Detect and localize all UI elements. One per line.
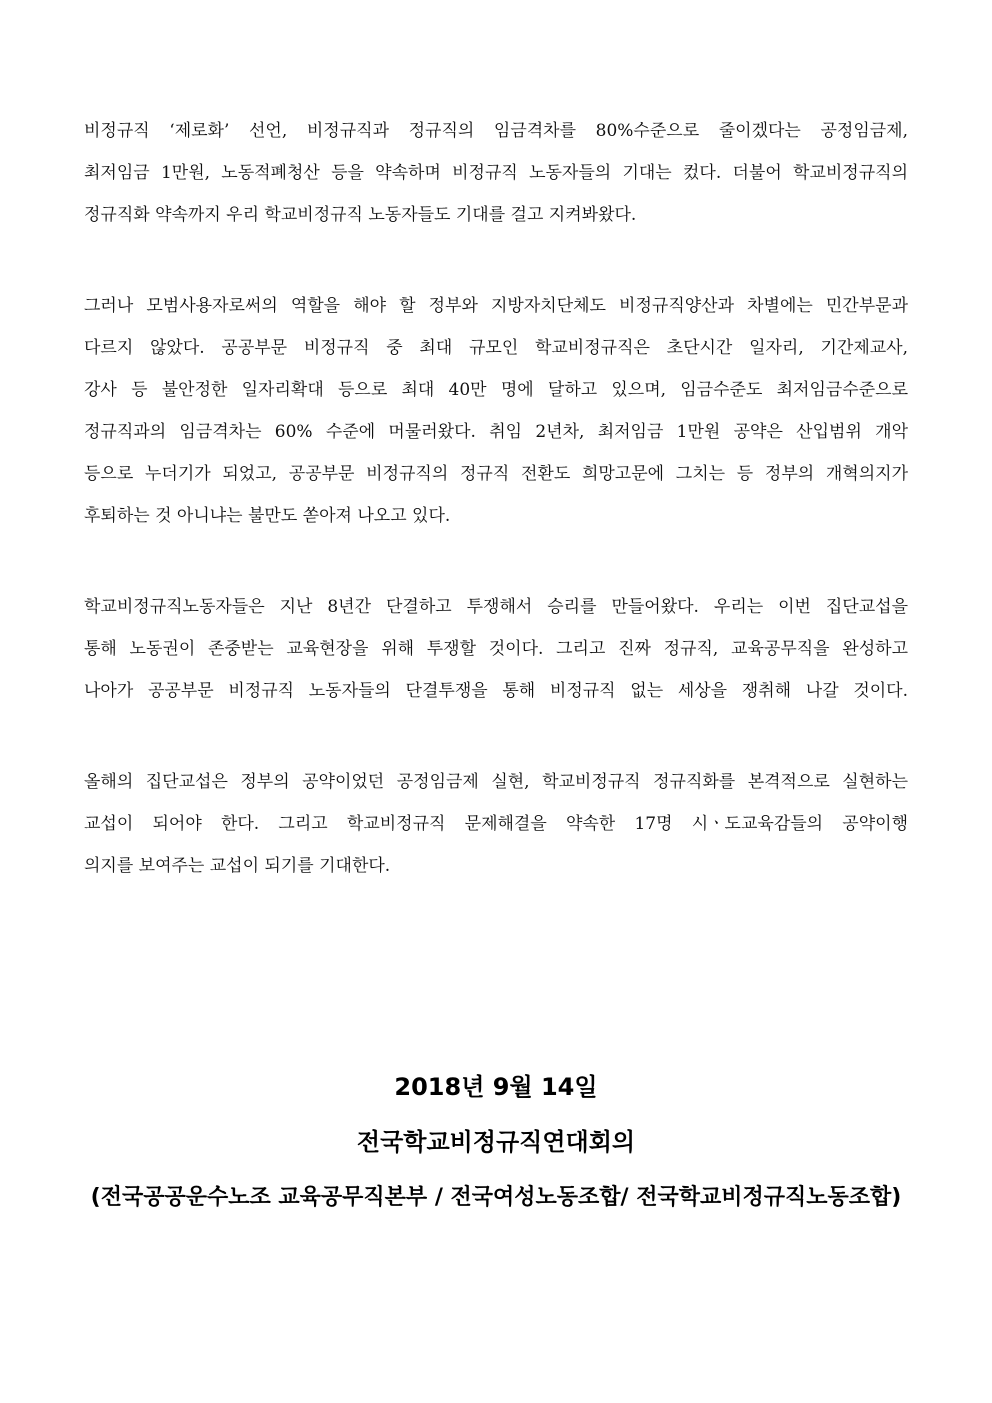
text-line: 최저임금 1만원, 노동적폐청산 등을 약속하며 비정규직 노동자들의 기대는 컸다. 더불어 학교비정규직의 [84,163,908,183]
paragraph-2 [84,285,908,537]
text-line: 그러나 모범사용자로써의 역할을 해야 할 정부와 지방자치단체도 비정규직양산과 차별에는 민간부문과 [84,296,908,316]
signature-block [0,1060,992,1225]
text-line: 후퇴하는 것 아니냐는 불만도 쏟아져 나오고 있다. [84,506,451,526]
statement-body [84,110,908,936]
member-organizations: (전국공공운수노조 교육공무직본부 / 전국여성노동조합/ 전국학교비정규직노동조합) [90,1185,902,1210]
text-line: 학교비정규직노동자들은 지난 8년간 단결하고 투쟁해서 승리를 만들어왔다. 우리는 이번 집단교섭을 [84,597,908,617]
organization-name: 전국학교비정규직연대회의 [356,1128,636,1156]
text-line: 등으로 누더기가 되었고, 공공부문 비정규직의 정규직 전환도 희망고문에 그치는 등 정부의 개혁의지가 [84,464,908,484]
text-line: 교섭이 되어야 한다. 그리고 학교비정규직 문제해결을 약속한 17명 시ㆍ도교육감들의 공약이행 [84,814,908,834]
text-line: 정규직과의 임금격차는 60% 수준에 머물러왔다. 취임 2년차, 최저임금 1만원 공약은 산입범위 개악 [84,422,908,442]
paragraph-1 [84,110,908,236]
paragraph-4 [84,761,908,887]
paragraph-3 [84,586,908,712]
text-line: 통해 노동권이 존중받는 교육현장을 위해 투쟁할 것이다. 그리고 진짜 정규직, 교육공무직을 완성하고 [84,639,908,659]
text-line: 비정규직 ‘제로화’ 선언, 비정규직과 정규직의 임금격차를 80%수준으로 줄이겠다는 공정임금제, [84,121,908,141]
text-line: 나아가 공공부문 비정규직 노동자들의 단결투쟁을 통해 비정규직 없는 세상을 쟁취해 나갈 것이다. [84,681,908,701]
text-line: 강사 등 불안정한 일자리확대 등으로 최대 40만 명에 달하고 있으며, 임금수준도 최저임금수준으로 [84,380,908,400]
text-line: 다르지 않았다. 공공부문 비정규직 중 최대 규모인 학교비정규직은 초단시간 일자리, 기간제교사, [84,338,908,358]
text-line: 정규직화 약속까지 우리 학교비정규직 노동자들도 기대를 걸고 지켜봐왔다. [84,205,637,225]
text-line: 의지를 보여주는 교섭이 되기를 기대한다. [84,856,391,876]
statement-date: 2018년 9월 14일 [394,1073,598,1101]
text-line: 올해의 집단교섭은 정부의 공약이었던 공정임금제 실현, 학교비정규직 정규직화를 본격적으로 실현하는 [84,772,908,792]
